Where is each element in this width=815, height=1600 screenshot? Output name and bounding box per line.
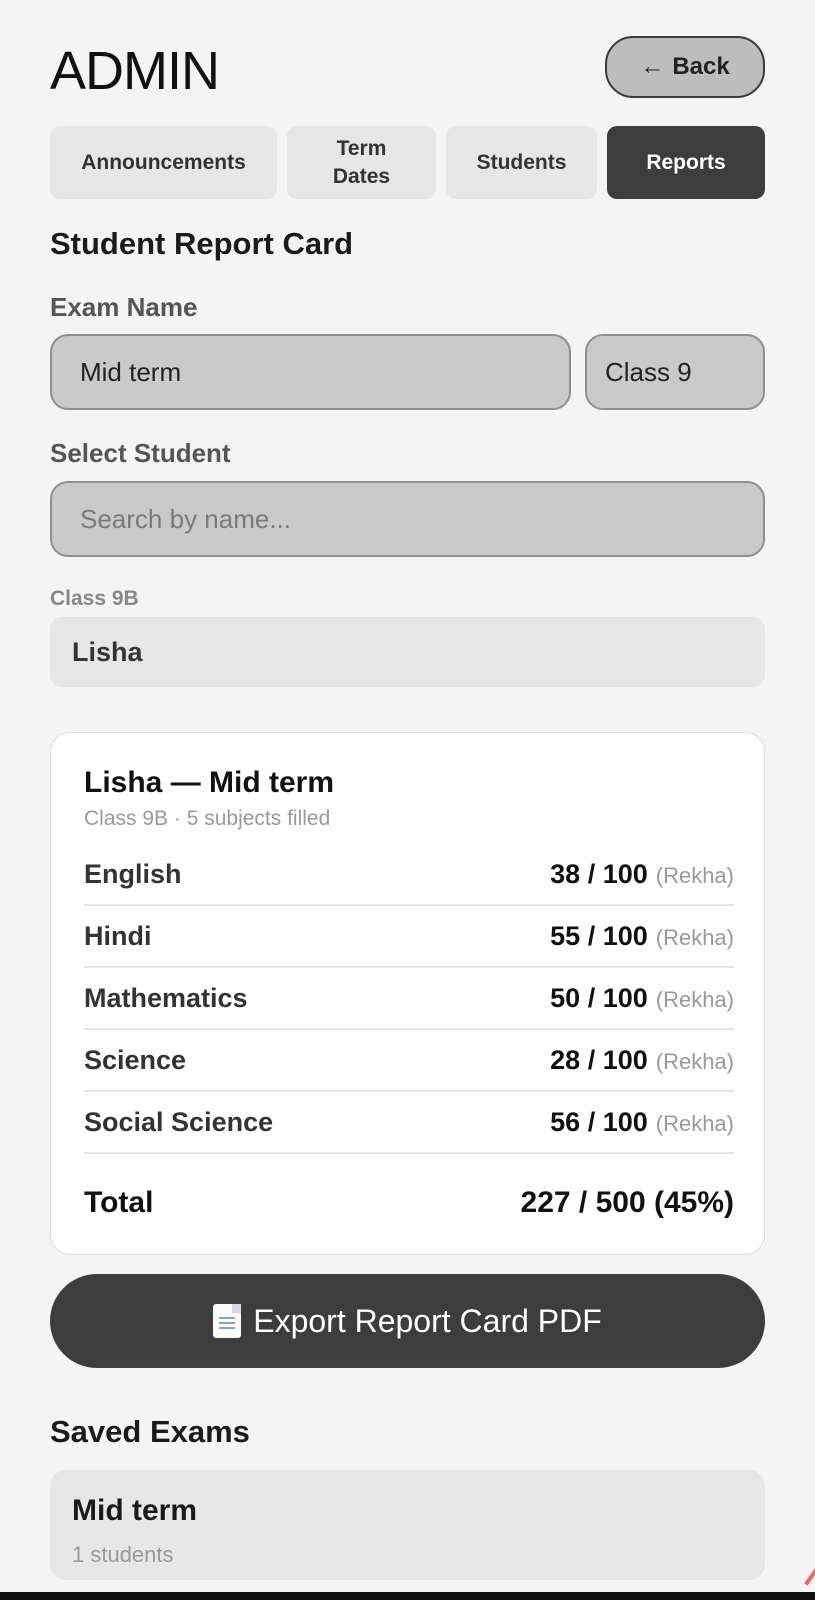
class-select[interactable]: Class 9 xyxy=(585,334,765,410)
saved-exam-name: Mid term xyxy=(72,1494,198,1527)
report-card-preview xyxy=(50,732,765,1255)
back-button-label: Back xyxy=(672,53,730,80)
back-button[interactable] xyxy=(605,36,765,98)
exam-name-input[interactable]: Mid term xyxy=(50,334,571,410)
subject-name: Science xyxy=(84,1044,187,1075)
bottom-edge-bar xyxy=(0,1592,815,1600)
subject-score: 38 / 100 xyxy=(550,858,648,889)
page-title: ADMIN xyxy=(50,41,219,101)
subject-row xyxy=(84,1092,734,1154)
subject-score: 50 / 100 xyxy=(550,982,648,1013)
document-icon xyxy=(213,1304,241,1338)
tab-bar xyxy=(50,126,765,199)
report-card-section-title: Student Report Card xyxy=(50,226,354,261)
total-label: Total xyxy=(84,1186,154,1219)
subject-teacher: (Rekha) xyxy=(655,1110,734,1136)
export-pdf-label: Export Report Card PDF xyxy=(253,1302,602,1339)
corner-mark xyxy=(804,1534,815,1585)
subject-name: Hindi xyxy=(84,920,152,951)
select-student-label: Select Student xyxy=(50,438,231,468)
export-pdf-button[interactable] xyxy=(50,1274,765,1368)
student-search-input[interactable]: Search by name... xyxy=(50,481,765,557)
subject-teacher: (Rekha) xyxy=(655,924,734,950)
subject-teacher: (Rekha) xyxy=(655,986,734,1012)
report-card-subtitle: Class 9B · 5 subjects filled xyxy=(84,807,331,830)
subject-score: 56 / 100 xyxy=(550,1106,648,1137)
saved-exams-title: Saved Exams xyxy=(50,1414,250,1449)
subject-row xyxy=(84,1030,734,1092)
subject-teacher: (Rekha) xyxy=(655,862,734,888)
report-card-title: Lisha — Mid term xyxy=(84,766,335,799)
subject-name: English xyxy=(84,858,182,889)
tab-students[interactable]: Students xyxy=(446,126,597,199)
total-row xyxy=(84,1175,734,1231)
total-value: 227 / 500 (45%) xyxy=(520,1186,734,1219)
subject-score: 55 / 100 xyxy=(550,920,648,951)
subject-name: Social Science xyxy=(84,1106,274,1137)
student-list-item[interactable]: Lisha xyxy=(50,617,765,687)
subject-row xyxy=(84,968,734,1030)
arrow-left-icon: ← xyxy=(640,53,665,80)
tab-announcements[interactable]: Announcements xyxy=(50,126,277,199)
subject-row xyxy=(84,906,734,968)
tab-term-dates[interactable]: Term Dates xyxy=(287,126,436,199)
tab-reports[interactable]: Reports xyxy=(607,126,765,199)
student-group-label: Class 9B xyxy=(50,587,139,610)
subject-score: 28 / 100 xyxy=(550,1044,648,1075)
exam-name-label: Exam Name xyxy=(50,292,198,322)
subject-name: Mathematics xyxy=(84,982,248,1013)
saved-exam-count: 1 students xyxy=(72,1542,174,1567)
header xyxy=(50,36,765,101)
saved-exam-item[interactable] xyxy=(50,1470,765,1580)
subject-teacher: (Rekha) xyxy=(655,1048,734,1074)
subject-row xyxy=(84,844,734,906)
